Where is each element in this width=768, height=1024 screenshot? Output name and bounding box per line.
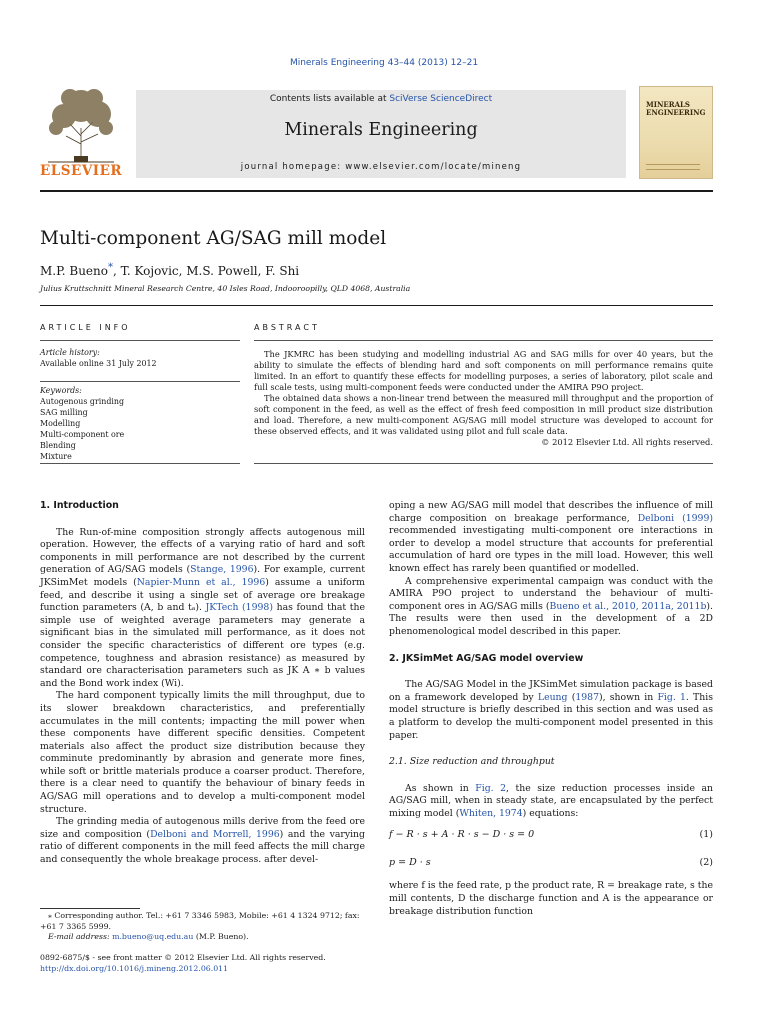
email-link[interactable]: m.bueno@uq.edu.au <box>112 932 194 941</box>
header-rule <box>40 190 713 192</box>
body-paragraph: The hard component typically limits the mill throughput, due to its slower breakdown characteristics, and preferentially accumulates in the mill contents; impacting the mill power when these components have different specific densities. Competent materials also affect the product size distribution because they comminute predominantly by abrasion and generate more fines, while soft or brittle materials produce a coarser product. Therefore, there is a clear need to quantify the behaviour of binary feeds in AG/SAG mill operations and to develop a multi-component model structure. <box>40 690 365 815</box>
citation-link[interactable]: Stange, 1996 <box>190 564 254 576</box>
contents-line <box>136 94 626 104</box>
figure-link[interactable]: Fig. 2 <box>475 782 507 794</box>
figure-link[interactable]: Fig. 1 <box>657 691 686 703</box>
contents-prefix: Contents lists available at <box>269 94 390 104</box>
abstract-body <box>254 349 713 448</box>
citation-link[interactable]: JKTech (1998) <box>205 602 273 614</box>
body-paragraph: As shown in Fig. 2, the size reduction processes inside an AG/SAG mill, when in steady state, are encapsulated by the perfect mixing model (Whiten, 1974) equations: <box>389 782 714 819</box>
title-rule <box>40 305 713 306</box>
divider <box>254 463 713 464</box>
keyword-item: Mixture <box>40 452 72 461</box>
body-column-right <box>389 500 713 918</box>
keyword-item: SAG milling <box>40 408 88 417</box>
article-info-heading: ARTICLE INFO <box>40 323 131 332</box>
citation-link[interactable]: Whiten, 1974 <box>459 807 523 819</box>
article-history <box>40 347 240 369</box>
body-paragraph: The AG/SAG Model in the JKSimMet simulation package is based on a framework developed by Leung (1987), shown in Fig. 1. This model structure is briefly described in this section and was used as a platform to develop the multi-component model presented in this paper. <box>389 679 713 741</box>
divider <box>254 340 713 341</box>
keyword-item: Multi-component ore <box>40 430 125 439</box>
history-value: Available online 31 July 2012 <box>40 359 157 368</box>
corresponding-author-note: ⁎ Corresponding author. Tel.: +61 7 3346 5983, Mobile: +61 4 1324 9712; fax: +61 7 3365 5999. <box>40 911 360 931</box>
sciencedirect-link[interactable]: SciVerse ScienceDirect <box>389 94 493 104</box>
body-paragraph: The Run-of-mine composition strongly affects autogenous mill operation. However, the effects of a varying ratio of hard and soft components in mill performance are not described by the current generation of AG/SAG models (Stange, 1996). For example, current JKSimMet models (Napier-Munn et al., 1996) assume a uniform feed, and describe it using a single set of average ore breakage function parameters (A, b and tₐ). JKTech (1998) has found that the simple use of weighted average parameters may generate a significant bias in the simulated mill performance, as it does not consider the specific characteristics of different ore types (e.g. competence, toughness and abrasion resistance) as measured by standard ore characterisation parameters such as JK A ∗ b values and the Bond work index (Wi). <box>40 526 366 689</box>
equation-number: (2) <box>699 857 713 869</box>
article-title: Multi-component AG/SAG mill model <box>40 228 387 249</box>
doi-link[interactable]: http://dx.doi.org/10.1016/j.mineng.2012.06.011 <box>40 964 229 973</box>
history-label: Article history: <box>40 348 100 357</box>
elsevier-logo <box>40 84 122 179</box>
equation-text: f − R · s + A · R · s − D · s = 0 <box>389 829 535 841</box>
body-paragraph: oping a new AG/SAG mill model that describes the influence of mill charge composition on breakage performance, Delboni (1999) recommended investigating multi-component ore interactions in order to develop a model structure that accounts for preferential accumulation of hard ore types in the mill load. However, this well known effect has rarely been quantified or modelled. <box>389 500 713 574</box>
abstract-paragraph: The obtained data shows a non-linear trend between the measured mill throughput and the proportion of soft component in the feed, as well as the effect of fresh feed composition in mill product size distribution and load. Therefore, a new multi-component AG/SAG mill model structure was developed to account for these observed effects, and it was validated using pilot and full scale data. <box>254 393 713 436</box>
keyword-item: Blending <box>40 441 76 450</box>
equation-2 <box>389 857 713 871</box>
citation-link[interactable]: Delboni and Morrell, 1996 <box>150 828 280 840</box>
journal-header <box>40 84 713 184</box>
divider <box>40 463 240 464</box>
divider <box>40 340 240 341</box>
cover-decoration <box>646 164 700 170</box>
author-list <box>40 262 299 278</box>
publisher-name: ELSEVIER <box>40 163 123 179</box>
homepage-prefix: journal homepage: <box>240 162 346 172</box>
header-banner <box>136 90 626 178</box>
citation-link[interactable]: Napier-Munn et al., 1996 <box>136 576 266 588</box>
section-heading: 2. JKSimMet AG/SAG model overview <box>389 652 584 664</box>
homepage-link[interactable]: www.elsevier.com/locate/mineng <box>345 162 522 172</box>
elsevier-tree-icon <box>40 84 122 164</box>
cover-title: MINERALS ENGINEERING <box>646 100 706 117</box>
author-first: M.P. Bueno <box>40 264 108 278</box>
subsection-heading: 2.1. Size reduction and throughput <box>389 756 555 768</box>
abstract-copyright: © 2012 Elsevier Ltd. All rights reserved. <box>541 437 713 447</box>
keyword-item: Autogenous grinding <box>40 397 125 406</box>
footnote-rule <box>40 908 140 909</box>
citation-link[interactable]: Delboni (1999) <box>637 512 713 524</box>
section-heading: 1. Introduction <box>40 500 119 511</box>
email-note: E-mail address: m.bueno@uq.edu.au (M.P. Bueno). <box>48 932 249 941</box>
keywords <box>40 385 240 462</box>
journal-reference[interactable]: Minerals Engineering 43–44 (2013) 12–21 <box>289 58 479 68</box>
keywords-label: Keywords: <box>40 386 82 395</box>
body-paragraph: A comprehensive experimental campaign was conduct with the AMIRA P9O project to understand the behaviour of multi-component ores in AG/SAG mills (Bueno et al., 2010, 2011a, 2011b). The results were then used in the development of a 2D phenomenological model described in this paper. <box>389 575 713 637</box>
author-rest: , T. Kojovic, M.S. Powell, F. Shi <box>112 264 300 278</box>
affiliation: Julius Kruttschnitt Mineral Research Centre, 40 Isles Road, Indooroopilly, QLD 4068, Australia <box>40 284 411 293</box>
keyword-item: Modelling <box>40 419 81 428</box>
journal-homepage <box>136 162 626 172</box>
journal-cover-thumbnail[interactable] <box>639 86 713 179</box>
body-paragraph: where f is the feed rate, p the product rate, R = breakage rate, s the mill contents, D the discharge function and A is the appearance or breakage distribution function <box>389 880 713 917</box>
journal-title: Minerals Engineering <box>284 120 478 140</box>
body-column-left <box>40 500 365 867</box>
corresponding-author-marker[interactable]: * <box>107 262 113 273</box>
issn-line: 0892-6875/$ - see front matter © 2012 Elsevier Ltd. All rights reserved. <box>40 953 326 962</box>
citation-link[interactable]: 1987 <box>575 691 599 703</box>
abstract-paragraph: The JKMRC has been studying and modelling industrial AG and SAG mills for over 40 years, but the ability to simulate the effects of blending hard and soft components on mill performance remains quite limited. In an effort to quantify these effects for modelling purposes, a series of laboratory, pilot scale and full scale tests, using multi-component feeds were conducted under the AMIRA P9O project. <box>254 349 713 392</box>
equation-number: (1) <box>699 829 713 841</box>
citation-link[interactable]: Bueno et al., 2010, 2011a, 2011b <box>549 600 707 612</box>
citation-link[interactable]: Leung <box>537 691 568 703</box>
equation-1 <box>389 829 713 843</box>
footnotes <box>40 911 365 943</box>
abstract-heading: ABSTRACT <box>254 323 320 332</box>
body-paragraph: The grinding media of autogenous mills derive from the feed ore size and composition (Delboni and Morrell, 1996) and the varying ratio of different components in the mill feed affects the mill charge and consequently the whole breakage process. after devel- <box>40 816 365 866</box>
issn-block <box>40 952 365 974</box>
divider <box>40 381 240 382</box>
equation-text: p = D · s <box>389 857 431 869</box>
